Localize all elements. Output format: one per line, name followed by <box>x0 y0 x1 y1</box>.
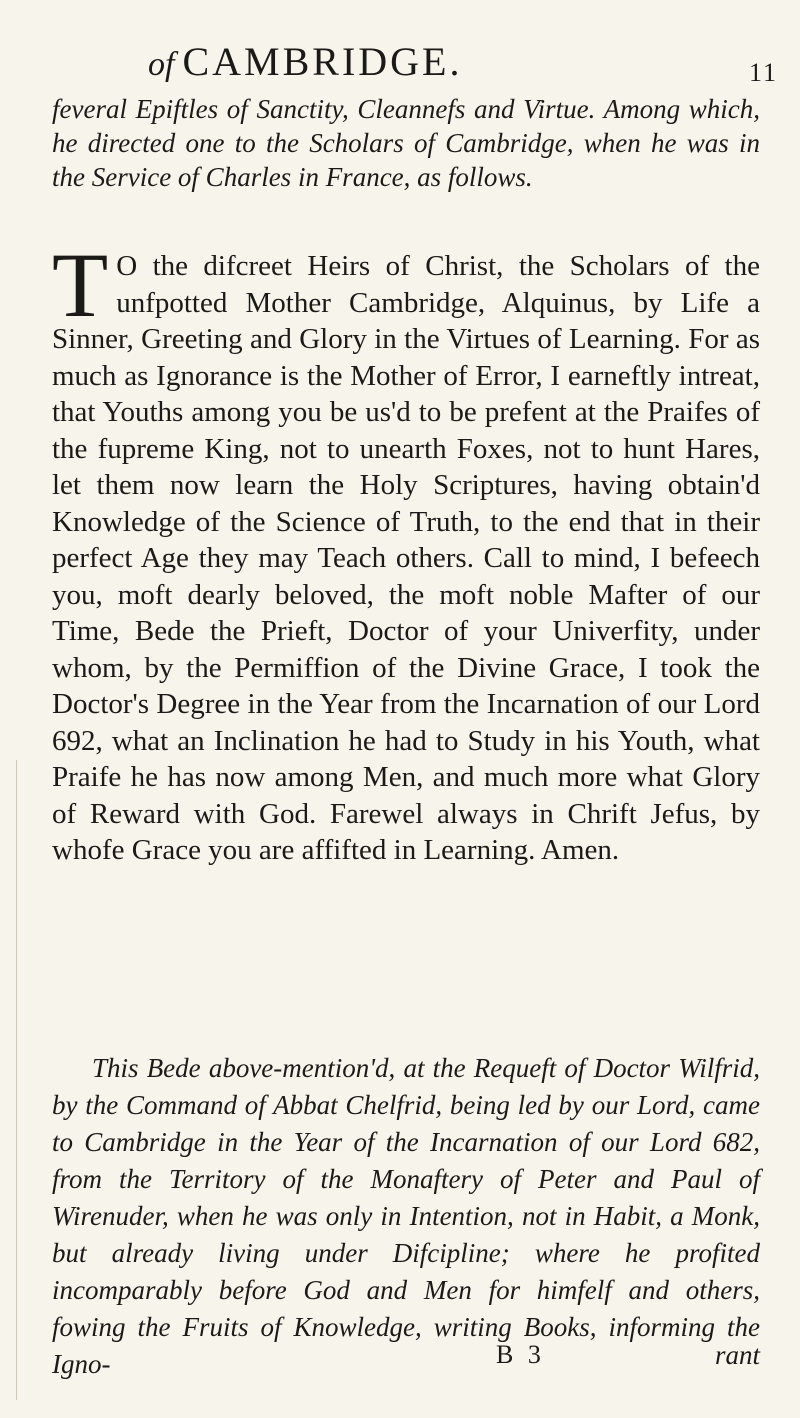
letter-paragraph <box>52 234 760 869</box>
running-head-title: CAMBRIDGE. <box>182 39 463 84</box>
catchword: rant <box>714 1340 760 1370</box>
signature-mark: B 3 <box>496 1340 545 1369</box>
page-number: 11 <box>748 58 778 87</box>
note-paragraph: This Bede above-mention'd, at the Requeft of Doctor Wilfrid, by the Command of Abbat Chelfrid, being led by our Lord, came to Cambridge in the Year of the Incarnation of our Lord 682, from the Territory of the Monaftery of Peter and Paul of Wirenuder, when he was only in Intention, not in Habit, a Monk, but already living under Difcipline; where he profited incomparably before God and Men for himfelf and others, fowing the Fruits of Knowledge, writing Books, informing the Igno- <box>52 1053 760 1379</box>
running-head <box>148 38 462 85</box>
intro-paragraph: feveral Epiftles of Sanctity, Cleannefs and Virtue. Among which, he directed one to the Scholars of Cambridge, when he was in the Service of Charles in France, as follows. <box>52 94 760 192</box>
margin-line <box>16 760 17 1400</box>
drop-cap: T <box>52 234 109 336</box>
letter-text: O the difcreet Heirs of Christ, the Scholars of the unfpotted Mother Cambridge, Alquinus, by Life a Sinner, Greeting and Glory in the Virtues of Learning. For as much as Ignorance is the Mother of Error, I earneftly intreat, that Youths among you be us'd to be prefent at the Praifes of the fupreme King, not to unearth Foxes, not to hunt Hares, let them now learn the Holy Scriptures, having obtain'd Knowledge of the Science of Truth, to the end that in their perfect Age they may Teach others. Call to mind, I befeech you, moft dearly beloved, the moft noble Mafter of our Time, Bede the Prieft, Doctor of your Univerfity, under whom, by the Permiffion of the Divine Grace, I took the Doctor's Degree in the Year from the Incarnation of our Lord 692, what an Inclination he had to Study in his Youth, what Praife he has now among Men, and much more what Glory of Reward with God. Farewel always in Chrift Jefus, by whofe Grace you are affifted in Learning. Amen. <box>52 250 760 866</box>
running-head-prefix: of <box>148 46 175 83</box>
